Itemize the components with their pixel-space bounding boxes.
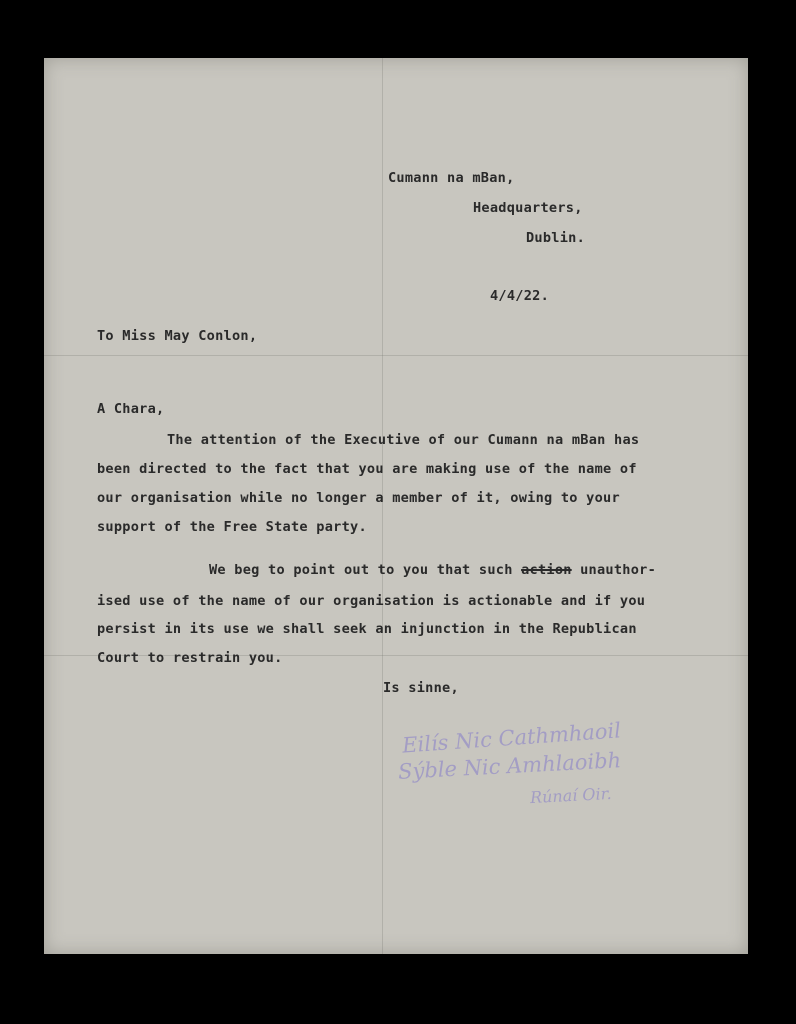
body-line: ised use of the name of our organisation is actionable and if you <box>97 593 646 609</box>
letterhead-office: Headquarters, <box>473 200 583 216</box>
struck-word: action <box>521 562 572 578</box>
letter-date: 4/4/22. <box>490 288 550 304</box>
letterhead-org: Cumann na mBan, <box>388 170 515 186</box>
salutation: A Chara, <box>97 401 165 417</box>
letterhead-city: Dublin. <box>526 230 586 246</box>
body-line: The attention of the Executive of our Cumann na mBan has <box>167 432 640 448</box>
signature-1: Eilís Nic Cathmhaoil <box>401 718 622 758</box>
signature-title: Rúnaí Oir. <box>529 783 613 808</box>
closing-line: Is sinne, <box>383 680 459 696</box>
body-line: Court to restrain you. <box>97 650 283 666</box>
body-line: been directed to the fact that you are making use of the name of <box>97 461 637 477</box>
body-text-segment: We beg to point out to you that such <box>209 562 513 578</box>
letter-sheet <box>44 58 748 954</box>
signature-2: Sýble Nic Amhlaoibh <box>397 748 622 784</box>
vertical-fold-crease <box>382 58 383 954</box>
body-line: support of the Free State party. <box>97 519 367 535</box>
recipient-line: To Miss May Conlon, <box>97 328 258 344</box>
body-line: our organisation while no longer a member of it, owing to your <box>97 490 620 506</box>
body-line <box>209 562 656 578</box>
upper-fold-crease <box>44 355 748 356</box>
body-line: persist in its use we shall seek an injunction in the Republican <box>97 621 637 637</box>
body-text-segment: unauthor- <box>580 562 657 578</box>
